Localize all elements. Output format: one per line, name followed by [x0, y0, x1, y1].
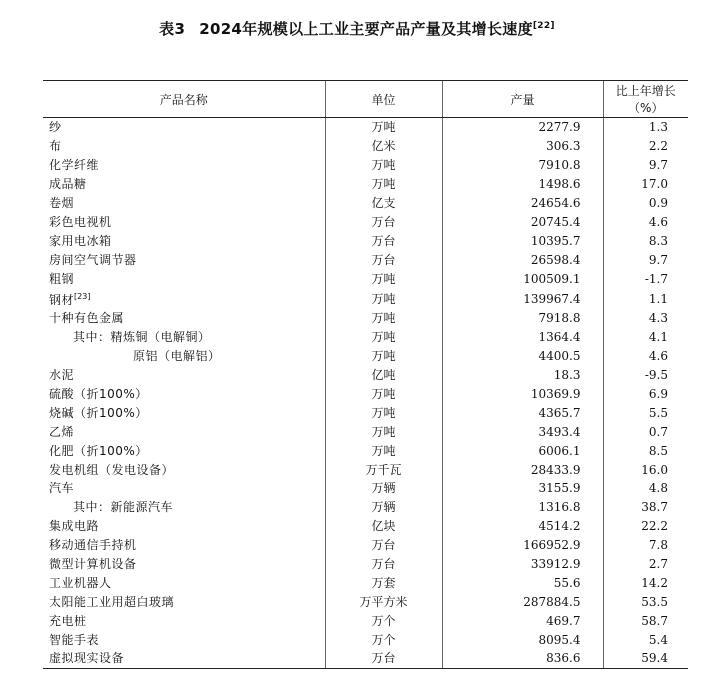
product-name	[43, 536, 325, 555]
growth-cell: 53.5	[603, 592, 688, 611]
product-name-text: 粗钢	[49, 271, 75, 286]
output-cell: 469.7	[442, 611, 603, 630]
growth-cell: 7.8	[603, 536, 688, 555]
output-cell: 3155.9	[442, 479, 603, 498]
product-name	[43, 498, 325, 517]
growth-cell: 2.2	[603, 137, 688, 156]
product-name	[43, 479, 325, 498]
output-cell: 4365.7	[442, 403, 603, 422]
table-row	[43, 269, 688, 288]
product-name-text: 家用电冰箱	[49, 233, 112, 248]
product-name-text: 原铝（电解铝）	[133, 349, 221, 364]
product-name	[43, 231, 325, 250]
output-cell: 1316.8	[442, 498, 603, 517]
growth-cell: 0.9	[603, 194, 688, 213]
product-name	[43, 156, 325, 175]
table-title	[0, 18, 714, 39]
header-product-name: 产品名称	[43, 81, 325, 118]
table-row	[43, 630, 688, 649]
table-title-text: 2024年规模以上工业主要产品产量及其增长速度	[199, 20, 533, 38]
growth-cell: 14.2	[603, 573, 688, 592]
table-row	[43, 573, 688, 592]
table-row	[43, 422, 688, 441]
growth-cell: 16.0	[603, 460, 688, 479]
product-name	[43, 137, 325, 156]
growth-cell: -9.5	[603, 366, 688, 385]
product-name	[43, 630, 325, 649]
output-cell: 18.3	[442, 366, 603, 385]
header-output: 产量	[442, 81, 603, 118]
product-name	[43, 573, 325, 592]
output-cell: 28433.9	[442, 460, 603, 479]
table-row	[43, 137, 688, 156]
growth-cell: 1.1	[603, 288, 688, 309]
unit-cell: 万吨	[325, 118, 442, 137]
output-cell: 3493.4	[442, 422, 603, 441]
product-name	[43, 212, 325, 231]
growth-cell: 5.5	[603, 403, 688, 422]
table-row	[43, 328, 688, 347]
product-name	[43, 366, 325, 385]
output-cell: 20745.4	[442, 212, 603, 231]
table-row	[43, 479, 688, 498]
product-name-text: 集成电路	[49, 519, 100, 534]
growth-cell: 22.2	[603, 517, 688, 536]
growth-cell: 9.7	[603, 250, 688, 269]
footnote-ref[interactable]: [22]	[532, 21, 555, 31]
table-row	[43, 385, 688, 404]
product-name-text: 纱	[49, 120, 62, 135]
unit-cell: 亿支	[325, 194, 442, 213]
table-row	[43, 517, 688, 536]
unit-cell: 万吨	[325, 328, 442, 347]
table-body	[43, 118, 688, 669]
growth-cell: -1.7	[603, 269, 688, 288]
unit-cell: 万台	[325, 536, 442, 555]
product-name-text: 烧碱（折100%）	[49, 405, 148, 420]
product-name-text: 充电桩	[49, 613, 87, 628]
table-row	[43, 536, 688, 555]
unit-cell: 万吨	[325, 309, 442, 328]
unit-cell: 万台	[325, 212, 442, 231]
growth-cell: 4.6	[603, 347, 688, 366]
output-cell: 10369.9	[442, 385, 603, 404]
unit-cell: 万吨	[325, 403, 442, 422]
growth-cell: 1.3	[603, 118, 688, 137]
product-name-text: 房间空气调节器	[49, 252, 137, 267]
product-name-text: 移动通信手持机	[49, 538, 137, 553]
product-name-text: 智能手表	[49, 632, 100, 647]
table-row	[43, 194, 688, 213]
growth-cell: 2.7	[603, 555, 688, 574]
product-name-text: 太阳能工业用超白玻璃	[49, 594, 175, 609]
unit-cell: 万个	[325, 611, 442, 630]
product-name-text: 化学纤维	[49, 158, 100, 173]
output-cell: 1364.4	[442, 328, 603, 347]
table-row	[43, 156, 688, 175]
output-cell: 4514.2	[442, 517, 603, 536]
footnote-ref[interactable]: [23]	[74, 292, 91, 302]
unit-cell: 万个	[325, 630, 442, 649]
unit-cell: 万台	[325, 231, 442, 250]
product-name	[43, 250, 325, 269]
product-name	[43, 517, 325, 536]
table-row	[43, 403, 688, 422]
product-name	[43, 611, 325, 630]
table-row	[43, 649, 688, 668]
output-cell: 26598.4	[442, 250, 603, 269]
table-row	[43, 175, 688, 194]
product-name-text: 工业机器人	[49, 575, 112, 590]
product-name	[43, 118, 325, 137]
product-name	[43, 649, 325, 668]
growth-cell: 58.7	[603, 611, 688, 630]
product-name	[43, 441, 325, 460]
unit-cell: 万台	[325, 649, 442, 668]
table-row	[43, 347, 688, 366]
output-cell: 100509.1	[442, 269, 603, 288]
unit-cell: 亿米	[325, 137, 442, 156]
product-name-text: 卷烟	[49, 196, 75, 210]
product-name	[43, 422, 325, 441]
unit-cell: 万吨	[325, 175, 442, 194]
product-name	[43, 269, 325, 288]
unit-cell: 亿块	[325, 517, 442, 536]
product-name-text: 发电机组（发电设备）	[49, 462, 175, 477]
table-row	[43, 555, 688, 574]
output-cell: 7910.8	[442, 156, 603, 175]
growth-cell: 5.4	[603, 630, 688, 649]
output-cell: 33912.9	[442, 555, 603, 574]
growth-cell: 17.0	[603, 175, 688, 194]
output-cell: 1498.6	[442, 175, 603, 194]
output-cell: 2277.9	[442, 118, 603, 137]
product-name	[43, 592, 325, 611]
product-name-text: 化肥（折100%）	[49, 443, 148, 458]
table-row	[43, 250, 688, 269]
product-name	[43, 175, 325, 194]
output-cell: 139967.4	[442, 288, 603, 309]
table-row	[43, 366, 688, 385]
table-row	[43, 611, 688, 630]
unit-cell: 万吨	[325, 347, 442, 366]
product-name-text: 乙烯	[49, 424, 75, 439]
unit-cell: 万台	[325, 250, 442, 269]
table-row	[43, 498, 688, 517]
growth-cell: 4.1	[603, 328, 688, 347]
unit-cell: 万辆	[325, 479, 442, 498]
product-name	[43, 555, 325, 574]
output-cell: 306.3	[442, 137, 603, 156]
output-cell: 836.6	[442, 649, 603, 668]
product-name	[43, 385, 325, 404]
growth-cell: 9.7	[603, 156, 688, 175]
table-row	[43, 212, 688, 231]
product-name-text: 水泥	[49, 368, 75, 383]
table-row	[43, 592, 688, 611]
table-row	[43, 460, 688, 479]
growth-cell: 4.8	[603, 479, 688, 498]
output-cell: 55.6	[442, 573, 603, 592]
output-cell: 4400.5	[442, 347, 603, 366]
product-name-text: 钢材	[49, 293, 75, 308]
output-cell: 8095.4	[442, 630, 603, 649]
growth-cell: 6.9	[603, 385, 688, 404]
output-cell: 7918.8	[442, 309, 603, 328]
unit-cell: 万台	[325, 555, 442, 574]
unit-cell: 万平方米	[325, 592, 442, 611]
product-name-text: 硫酸（折100%）	[49, 387, 148, 402]
product-name-text: 虚拟现实设备	[49, 651, 125, 666]
unit-cell: 万吨	[325, 441, 442, 460]
product-name	[43, 194, 325, 213]
unit-cell: 万吨	[325, 156, 442, 175]
product-name-text: 十种有色金属	[49, 311, 125, 326]
unit-cell: 万千瓦	[325, 460, 442, 479]
header-unit: 单位	[325, 81, 442, 118]
production-table	[43, 80, 688, 669]
unit-cell: 万吨	[325, 269, 442, 288]
output-cell: 287884.5	[442, 592, 603, 611]
unit-cell: 万吨	[325, 288, 442, 309]
output-cell: 24654.6	[442, 194, 603, 213]
header-growth: 比上年增长（%）	[603, 81, 688, 118]
product-name	[43, 347, 325, 366]
output-cell: 10395.7	[442, 231, 603, 250]
unit-cell: 万辆	[325, 498, 442, 517]
product-name-text: 其中：精炼铜（电解铜）	[73, 330, 211, 345]
product-name	[43, 460, 325, 479]
header-row	[43, 81, 688, 118]
growth-cell: 8.3	[603, 231, 688, 250]
output-cell: 166952.9	[442, 536, 603, 555]
product-name-text: 微型计算机设备	[49, 557, 137, 572]
growth-cell: 0.7	[603, 422, 688, 441]
product-name	[43, 403, 325, 422]
product-name-text: 布	[49, 139, 62, 154]
unit-cell: 万吨	[325, 385, 442, 404]
growth-cell: 8.5	[603, 441, 688, 460]
unit-cell: 亿吨	[325, 366, 442, 385]
product-name	[43, 328, 325, 347]
product-name	[43, 288, 325, 309]
table-row	[43, 118, 688, 137]
growth-cell: 4.6	[603, 212, 688, 231]
product-name	[43, 309, 325, 328]
product-name-text: 彩色电视机	[49, 214, 112, 229]
product-name-text: 成品糖	[49, 177, 87, 192]
product-name-text: 汽车	[49, 481, 75, 496]
table-number: 表3	[159, 20, 186, 38]
product-name-text: 其中：新能源汽车	[73, 500, 174, 515]
table-row	[43, 288, 688, 309]
table-row	[43, 441, 688, 460]
growth-cell: 4.3	[603, 309, 688, 328]
unit-cell: 万吨	[325, 422, 442, 441]
table-row	[43, 231, 688, 250]
table-row	[43, 309, 688, 328]
output-cell: 6006.1	[442, 441, 603, 460]
growth-cell: 38.7	[603, 498, 688, 517]
unit-cell: 万套	[325, 573, 442, 592]
growth-cell: 59.4	[603, 649, 688, 668]
